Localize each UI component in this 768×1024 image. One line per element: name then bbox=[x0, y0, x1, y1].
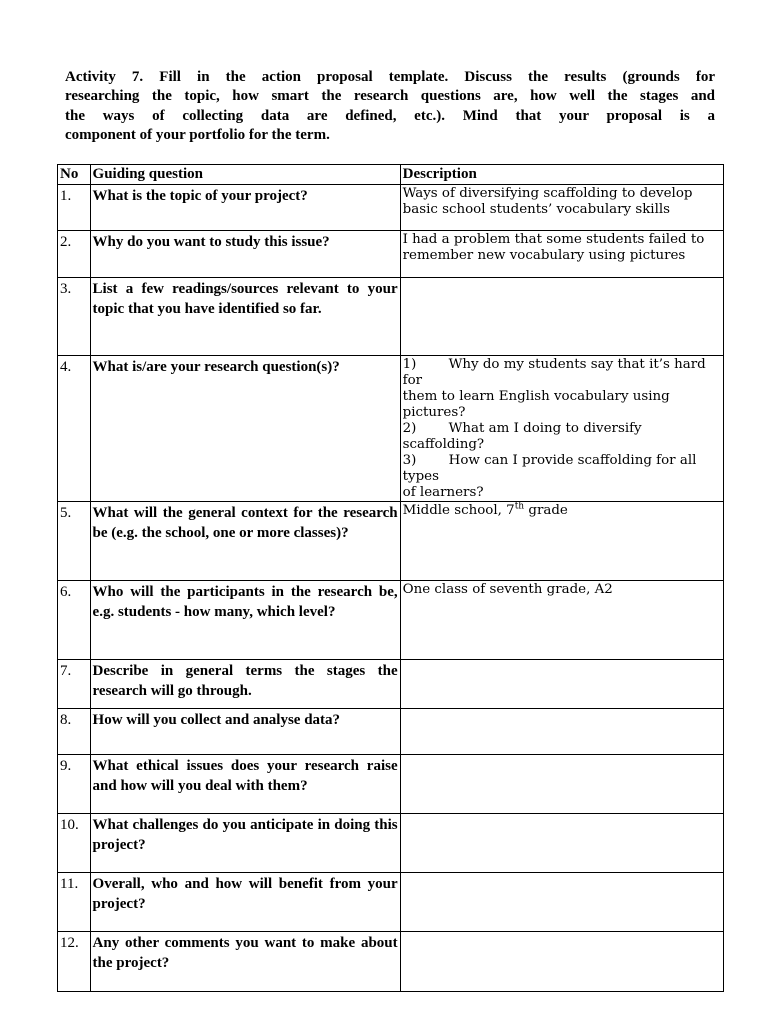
guiding-question: Describe in general terms the stages the research will go through. bbox=[90, 660, 400, 709]
table-row bbox=[58, 873, 724, 932]
research-question-item bbox=[403, 357, 721, 389]
item-text: What am I doing to diversify scaffolding? bbox=[402, 421, 642, 452]
guiding-question: How will you collect and analyse data? bbox=[90, 709, 400, 755]
table-row bbox=[58, 502, 724, 581]
guiding-question: Who will the participants in the research be, e.g. students - how many, which level? bbox=[90, 581, 400, 660]
header-no: No bbox=[58, 165, 91, 185]
description-text: grade bbox=[524, 503, 568, 518]
item-number: 1) bbox=[402, 357, 417, 372]
item-text: Why do my students say that it’s hard for bbox=[402, 357, 706, 388]
description-cell[interactable] bbox=[400, 814, 723, 873]
row-number: 3. bbox=[58, 278, 91, 356]
description-cell[interactable] bbox=[400, 660, 723, 709]
item-continuation: of learners? bbox=[402, 485, 484, 500]
description-cell[interactable] bbox=[400, 755, 723, 814]
item-number: 3) bbox=[402, 453, 417, 468]
instruction-line: Activity 7. Fill in the action proposal template. Discuss the results (grounds for bbox=[65, 69, 715, 85]
proposal-table bbox=[57, 164, 724, 992]
instruction-line: researching the topic, how smart the research questions are, how well the stages and bbox=[65, 88, 715, 105]
description-cell[interactable] bbox=[400, 278, 723, 356]
guiding-question: Any other comments you want to make about the project? bbox=[90, 932, 400, 992]
guiding-question: What is/are your research question(s)? bbox=[90, 356, 400, 502]
row-number: 10. bbox=[58, 814, 91, 873]
table-row bbox=[58, 660, 724, 709]
item-number: 2) bbox=[402, 421, 417, 436]
guiding-question: What will the general context for the research be (e.g. the school, one or more classes)? bbox=[90, 502, 400, 581]
description-cell[interactable] bbox=[400, 356, 723, 502]
guiding-question: What challenges do you anticipate in doing this project? bbox=[90, 814, 400, 873]
table-row bbox=[58, 932, 724, 992]
table-row bbox=[58, 356, 724, 502]
header-guiding-question: Guiding question bbox=[90, 165, 400, 185]
item-continuation: them to learn English vocabulary using pictures? bbox=[402, 389, 670, 420]
row-number: 5. bbox=[58, 502, 91, 581]
instruction-line: the ways of collecting data are defined, etc.). Mind that your proposal is a bbox=[65, 107, 715, 124]
row-number: 9. bbox=[58, 755, 91, 814]
guiding-question: List a few readings/sources relevant to your topic that you have identified so far. bbox=[90, 278, 400, 356]
description-cell[interactable] bbox=[400, 932, 723, 992]
research-question-item bbox=[403, 453, 721, 485]
row-number: 7. bbox=[58, 660, 91, 709]
row-number: 1. bbox=[58, 185, 91, 231]
header-description: Description bbox=[400, 165, 723, 185]
research-question-item bbox=[403, 421, 721, 453]
row-number: 12. bbox=[58, 932, 91, 992]
description-cell[interactable] bbox=[400, 709, 723, 755]
row-number: 6. bbox=[58, 581, 91, 660]
ordinal-suffix: th bbox=[514, 501, 525, 512]
row-number: 4. bbox=[58, 356, 91, 502]
table-header-row bbox=[58, 165, 724, 185]
description-cell[interactable] bbox=[400, 873, 723, 932]
description-cell[interactable]: One class of seventh grade, A2 bbox=[400, 581, 723, 660]
description-cell[interactable]: I had a problem that some students failed to remember new vocabulary using pictures bbox=[400, 231, 723, 278]
table-row bbox=[58, 278, 724, 356]
guiding-question: What ethical issues does your research raise and how will you deal with them? bbox=[90, 755, 400, 814]
row-number: 2. bbox=[58, 231, 91, 278]
table-row bbox=[58, 755, 724, 814]
row-number: 11. bbox=[58, 873, 91, 932]
instruction-line: component of your portfolio for the term. bbox=[65, 126, 330, 143]
table-row bbox=[58, 185, 724, 231]
table-row bbox=[58, 709, 724, 755]
guiding-question: Why do you want to study this issue? bbox=[90, 231, 400, 278]
guiding-question: Overall, who and how will benefit from your project? bbox=[90, 873, 400, 932]
description-text: Middle school, 7 bbox=[402, 503, 515, 518]
table-row bbox=[58, 814, 724, 873]
activity-instructions bbox=[65, 68, 715, 145]
row-number: 8. bbox=[58, 709, 91, 755]
description-cell[interactable]: Ways of diversifying scaffolding to develop basic school students’ vocabulary skills bbox=[400, 185, 723, 231]
item-text: How can I provide scaffolding for all types bbox=[402, 453, 697, 484]
guiding-question: What is the topic of your project? bbox=[90, 185, 400, 231]
description-cell[interactable] bbox=[400, 502, 723, 581]
table-row bbox=[58, 231, 724, 278]
table-row bbox=[58, 581, 724, 660]
